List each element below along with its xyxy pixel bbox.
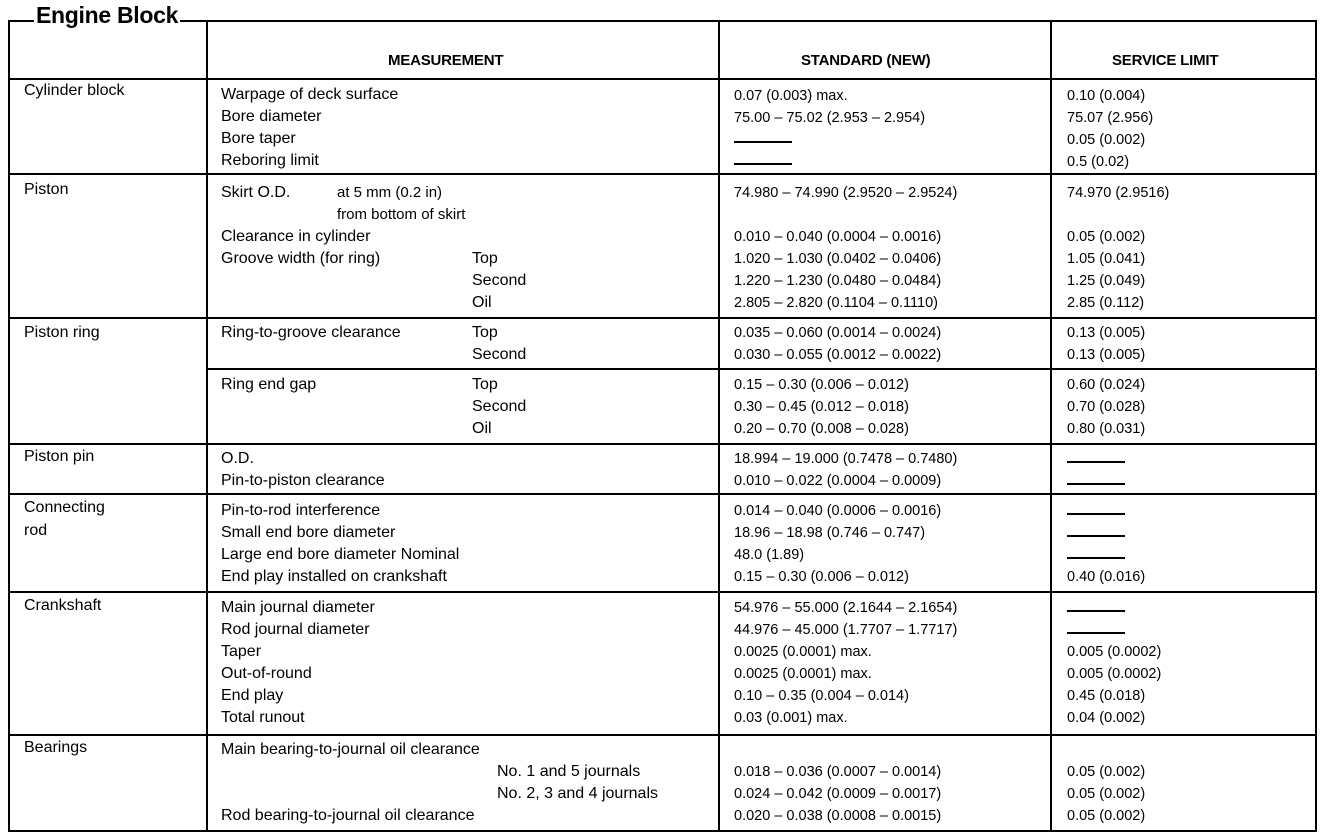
standard-value: 0.018 – 0.036 (0.0007 – 0.0014): [734, 764, 942, 780]
component-label: Piston pin: [24, 448, 95, 465]
standard-value: 54.976 – 55.000 (2.1644 – 2.1654): [734, 600, 958, 616]
measurement-sub: Second: [472, 346, 527, 363]
na-dash: [1067, 461, 1125, 463]
standard-value: 0.020 – 0.038 (0.0008 – 0.0015): [734, 808, 942, 824]
component-label: rod: [24, 522, 48, 539]
measurement-sub: Top: [472, 376, 498, 393]
measurement-item: Ring-to-groove clearance: [221, 324, 401, 341]
measurement-item: End play: [221, 687, 284, 704]
measurement-item: Taper: [221, 643, 262, 660]
standard-value: 0.20 – 0.70 (0.008 – 0.028): [734, 421, 909, 437]
measurement-sub: Top: [472, 324, 498, 341]
measurement-item: Large end bore diameter Nominal: [221, 546, 460, 563]
service-value: 0.05 (0.002): [1067, 764, 1146, 780]
measurement-item: Bore taper: [221, 130, 296, 147]
measurement-sub: Top: [472, 250, 498, 267]
measurement-item: Clearance in cylinder: [221, 228, 371, 245]
measurement-item: Main bearing-to-journal oil clearance: [221, 741, 480, 758]
column-divider: [206, 20, 208, 832]
na-dash: [734, 163, 792, 165]
section-title: Engine Block: [36, 2, 179, 28]
service-value: 0.45 (0.018): [1067, 688, 1146, 704]
column-divider: [1050, 20, 1052, 832]
service-value: 0.5 (0.02): [1067, 154, 1130, 170]
measurement-note: at 5 mm (0.2 in): [337, 184, 443, 201]
standard-value: 0.03 (0.001) max.: [734, 710, 848, 726]
header-service-limit: SERVICE LIMIT: [1112, 52, 1219, 69]
standard-value: 48.0 (1.89): [734, 547, 805, 563]
service-value: 0.005 (0.0002): [1067, 666, 1162, 682]
row-divider: [8, 317, 1317, 319]
service-value: 1.25 (0.049): [1067, 273, 1146, 289]
standard-value: 0.010 – 0.040 (0.0004 – 0.0016): [734, 229, 942, 245]
standard-value: 2.805 – 2.820 (0.1104 – 0.1110): [734, 295, 938, 311]
row-divider: [8, 173, 1317, 175]
component-label: Piston ring: [24, 324, 100, 341]
standard-value: 0.10 – 0.35 (0.004 – 0.014): [734, 688, 909, 704]
standard-value: 0.07 (0.003) max.: [734, 88, 848, 104]
service-value: 2.85 (0.112): [1067, 295, 1145, 311]
measurement-item: Ring end gap: [221, 376, 317, 393]
measurement-sub: Oil: [472, 294, 492, 311]
service-value: 0.40 (0.016): [1067, 569, 1146, 585]
measurement-item: Reboring limit: [221, 152, 319, 169]
measurement-item: Skirt O.D.: [221, 184, 291, 201]
na-dash: [1067, 535, 1125, 537]
service-value: 0.70 (0.028): [1067, 399, 1146, 415]
service-value: 0.60 (0.024): [1067, 377, 1146, 393]
component-label: Cylinder block: [24, 82, 125, 99]
measurement-sub: No. 1 and 5 journals: [497, 763, 641, 780]
na-dash: [1067, 557, 1125, 559]
measurement-item: Total runout: [221, 709, 305, 726]
standard-value: 0.035 – 0.060 (0.0014 – 0.0024): [734, 325, 942, 341]
row-divider: [8, 493, 1317, 495]
service-value: 0.80 (0.031): [1067, 421, 1146, 437]
measurement-item: Small end bore diameter: [221, 524, 396, 541]
row-divider: [8, 78, 1317, 80]
na-dash: [1067, 632, 1125, 634]
standard-value: 1.020 – 1.030 (0.0402 – 0.0406): [734, 251, 942, 267]
na-dash: [734, 141, 792, 143]
measurement-item: End play installed on crankshaft: [221, 568, 447, 585]
row-divider: [8, 443, 1317, 445]
standard-value: 0.030 – 0.055 (0.0012 – 0.0022): [734, 347, 942, 363]
measurement-item: Main journal diameter: [221, 599, 375, 616]
standard-value: 0.15 – 0.30 (0.006 – 0.012): [734, 569, 909, 585]
standard-value: 0.024 – 0.042 (0.0009 – 0.0017): [734, 786, 942, 802]
component-label: Bearings: [24, 739, 88, 756]
standard-value: 1.220 – 1.230 (0.0480 – 0.0484): [734, 273, 942, 289]
measurement-sub: Oil: [472, 420, 492, 437]
service-value: 0.13 (0.005): [1067, 347, 1146, 363]
row-divider: [8, 591, 1317, 593]
measurement-item: Warpage of deck surface: [221, 86, 399, 103]
service-value: 0.13 (0.005): [1067, 325, 1146, 341]
measurement-item: Pin-to-piston clearance: [221, 472, 385, 489]
service-value: 0.05 (0.002): [1067, 132, 1146, 148]
component-label: Connecting: [24, 499, 105, 516]
row-divider: [8, 734, 1317, 736]
standard-value: 0.15 – 0.30 (0.006 – 0.012): [734, 377, 909, 393]
service-value: 75.07 (2.956): [1067, 110, 1154, 126]
measurement-item: Rod journal diameter: [221, 621, 370, 638]
standard-value: 74.980 – 74.990 (2.9520 – 2.9524): [734, 185, 958, 201]
standard-value: 44.976 – 45.000 (1.7707 – 1.7717): [734, 622, 958, 638]
service-value: 0.05 (0.002): [1067, 808, 1146, 824]
service-value: 0.005 (0.0002): [1067, 644, 1162, 660]
service-value: 0.05 (0.002): [1067, 786, 1146, 802]
measurement-item: O.D.: [221, 450, 254, 467]
standard-value: 0.30 – 0.45 (0.012 – 0.018): [734, 399, 909, 415]
standard-value: 75.00 – 75.02 (2.953 – 2.954): [734, 110, 926, 126]
measurement-item: Rod bearing-to-journal oil clearance: [221, 807, 475, 824]
component-label: Piston: [24, 181, 69, 198]
header-standard: STANDARD (NEW): [801, 52, 931, 69]
standard-value: 0.0025 (0.0001) max.: [734, 666, 872, 682]
service-value: 74.970 (2.9516): [1067, 185, 1170, 201]
service-value: 0.04 (0.002): [1067, 710, 1146, 726]
measurement-item: Out-of-round: [221, 665, 312, 682]
service-value: 0.10 (0.004): [1067, 88, 1146, 104]
measurement-note: from bottom of skirt: [337, 206, 466, 223]
measurement-item: Bore diameter: [221, 108, 322, 125]
measurement-sub: No. 2, 3 and 4 journals: [497, 785, 658, 802]
row-divider: [207, 368, 1317, 370]
column-divider: [718, 20, 720, 832]
measurement-item: Pin-to-rod interference: [221, 502, 381, 519]
measurement-sub: Second: [472, 272, 527, 289]
na-dash: [1067, 483, 1125, 485]
standard-value: 0.014 – 0.040 (0.0006 – 0.0016): [734, 503, 942, 519]
measurement-item: Groove width (for ring): [221, 250, 381, 267]
header-measurement: MEASUREMENT: [388, 52, 504, 69]
measurement-sub: Second: [472, 398, 527, 415]
service-value: 1.05 (0.041): [1067, 251, 1146, 267]
standard-value: 18.96 – 18.98 (0.746 – 0.747): [734, 525, 926, 541]
standard-value: 0.010 – 0.022 (0.0004 – 0.0009): [734, 473, 942, 489]
component-label: Crankshaft: [24, 597, 102, 614]
na-dash: [1067, 513, 1125, 515]
na-dash: [1067, 610, 1125, 612]
standard-value: 18.994 – 19.000 (0.7478 – 0.7480): [734, 451, 958, 467]
service-value: 0.05 (0.002): [1067, 229, 1146, 245]
standard-value: 0.0025 (0.0001) max.: [734, 644, 872, 660]
